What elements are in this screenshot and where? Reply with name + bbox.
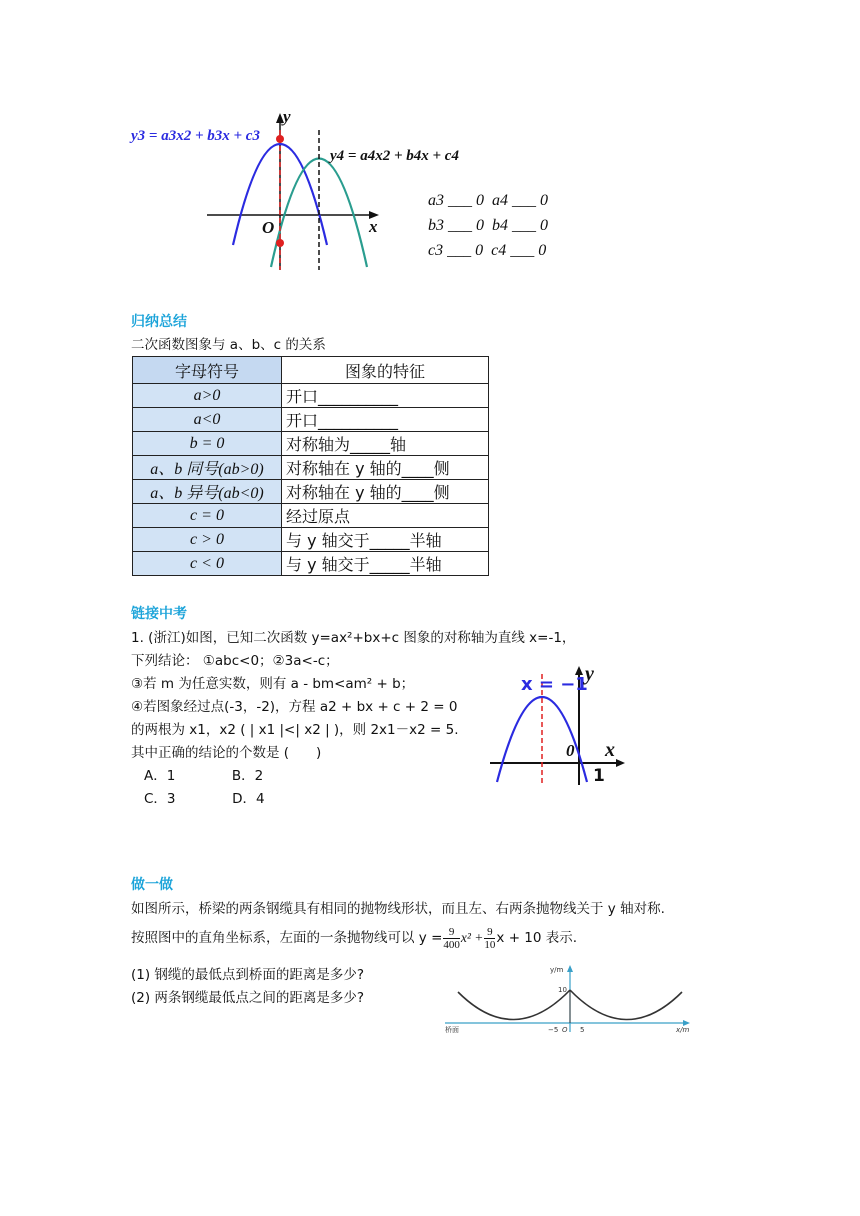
practice-question-1: (1) 钢缆的最低点到桥面的距离是多少? xyxy=(131,967,365,983)
practice-line-2: 按照图中的直角坐标系，左面的一条抛物线可以 y = $\frac{9}{400}$ x² + $\frac{9}{10}$ x + 10 表示. xyxy=(131,925,578,951)
option-row-1 xyxy=(144,764,263,784)
y-axis-label: y xyxy=(283,107,291,126)
x-axis-label: x xyxy=(605,739,615,761)
table-row: b = 0 对称轴为_____轴 xyxy=(133,432,489,456)
neg-five-label: −5 xyxy=(548,1026,559,1034)
question-line-1: 1. (浙江)如图，已知二次函数 y=ax²+bx+c 图象的对称轴为直线 x=-1， xyxy=(131,630,576,646)
x-axis-label: x xyxy=(369,217,378,236)
table-row: c > 0 与 y 轴交于_____半轴 xyxy=(133,528,489,552)
section-heading-practice: 做一做 xyxy=(131,877,173,893)
one-label: 1 xyxy=(593,766,605,786)
option-d[interactable]: D．4 xyxy=(232,791,265,807)
table-header-row xyxy=(133,357,489,384)
y4-equation: y4 = a4x2 + b4x + c4 xyxy=(330,148,459,164)
intercept-point-top xyxy=(276,135,284,143)
blank-row-c: c3 ___ 0 c4 ___ 0 xyxy=(428,242,547,259)
symmetry-axis-label: x = −1 xyxy=(521,674,588,695)
table-row: a、b 同号(ab>0) 对称轴在 y 轴的____侧 xyxy=(133,456,489,480)
question-line-5: 的两根为 x1，x2 ( | x1 |<| x2 | )，则 2x1－x2 = 5. xyxy=(131,722,459,738)
section-heading-summary: 归纳总结 xyxy=(131,314,187,330)
header-graph-feature: 图象的特征 xyxy=(282,357,489,384)
practice-line-1: 如图所示，桥梁的两条钢缆具有相同的抛物线形状，而且左、右两条抛物线关于 y 轴对称. xyxy=(131,901,665,917)
blank-row-a: a3 ___ 0 a4 ___ 0 xyxy=(428,192,548,209)
option-row-2 xyxy=(144,787,265,807)
zero-label: 0 xyxy=(566,741,575,760)
origin-label: O xyxy=(562,1026,568,1034)
option-c[interactable]: C．3 xyxy=(144,791,176,807)
bridge-deck-label: 桥面 xyxy=(445,1026,459,1034)
table-row: a<0 开口__________ xyxy=(133,408,489,432)
y-axis-label: y xyxy=(585,663,594,685)
fraction-9-400: $\frac{9}{400}$ xyxy=(443,925,460,951)
question-line-3: ③若 m 为任意实数，则有 a - bm<am² + b； xyxy=(131,676,415,692)
figure-bridge-cables xyxy=(440,960,700,1035)
table-row: c < 0 与 y 轴交于_____半轴 xyxy=(133,552,489,576)
y3-equation: y3 = a3x2 + b3x + c3 xyxy=(131,128,260,144)
intercept-point-bottom xyxy=(276,239,284,247)
table-row: c = 0 经过原点 xyxy=(133,504,489,528)
blank-row-b: b3 ___ 0 b4 ___ 0 xyxy=(428,217,548,234)
coefficient-blanks xyxy=(428,188,548,263)
option-a[interactable]: A．1 xyxy=(144,768,176,784)
table-row: a>0 开口__________ xyxy=(133,384,489,408)
y-unit-label: y/m xyxy=(550,966,564,974)
option-b[interactable]: B．2 xyxy=(231,768,264,784)
ten-label: 10 xyxy=(558,986,567,994)
origin-label: O xyxy=(262,218,275,237)
figure-two-parabolas xyxy=(125,105,475,275)
pos-five-label: 5 xyxy=(580,1026,585,1034)
table-row: a、b 异号(ab<0) 对称轴在 y 轴的____侧 xyxy=(133,480,489,504)
question-line-6: 其中正确的结论的个数是 ( ) xyxy=(131,745,322,761)
question-line-2: 下列结论： ①abc<0；②3a<-c； xyxy=(131,653,339,669)
summary-table xyxy=(132,356,489,576)
summary-intro: 二次函数图象与 a、b、c 的关系 xyxy=(131,337,326,353)
question-line-4: ④若图象经过点(-3，-2)，方程 a2 + bx + c + 2 = 0 xyxy=(131,699,458,715)
practice-question-2: (2) 两条钢缆最低点之间的距离是多少? xyxy=(131,990,365,1006)
fraction-9-10: $\frac{9}{10}$ xyxy=(484,925,496,951)
right-cable xyxy=(570,990,682,1020)
header-letter-sign: 字母符号 xyxy=(133,357,282,384)
left-cable xyxy=(458,990,570,1020)
figure-exam-parabola xyxy=(485,660,635,790)
x-unit-label: x/m xyxy=(676,1026,690,1034)
section-heading-exam: 链接中考 xyxy=(131,606,187,622)
